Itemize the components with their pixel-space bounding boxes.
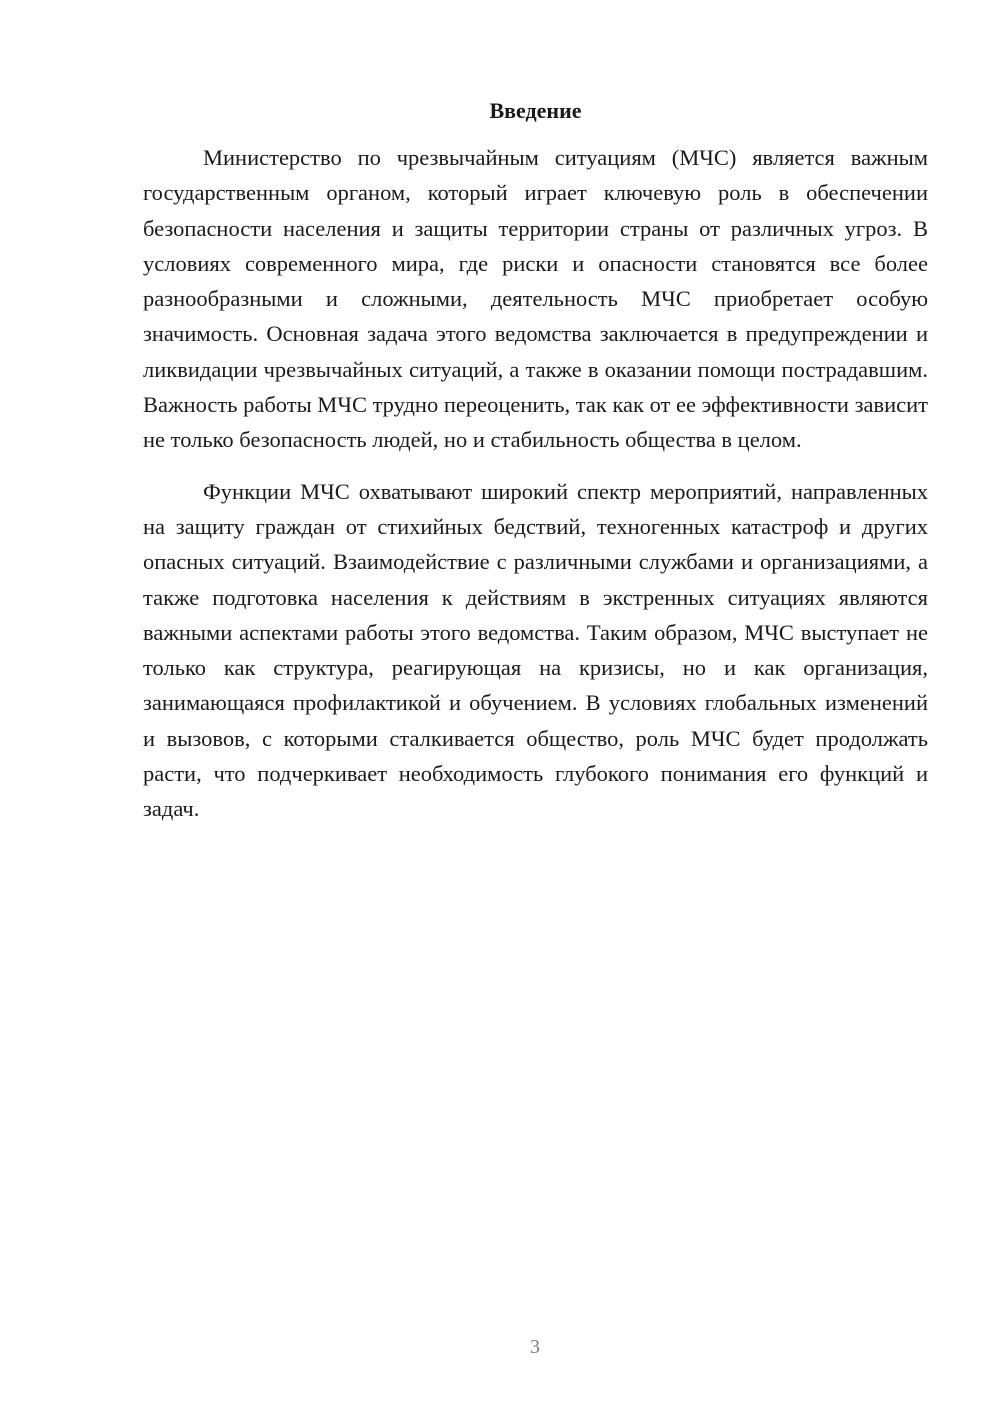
page-number: 3	[530, 1336, 540, 1358]
paragraph-functions: Функции МЧС охватывают широкий спектр мероприятий, направленных на защиту граждан от стихийных бедствий, техногенных катастроф и других опасных ситуаций. Взаимодействие с различными службами и организациями, а также подготовка населения к действиям в экстренных ситуациях являются важными аспектами работы этого ведомства. Таким образом, МЧС выступает не только как структура, реагирующая на кризисы, но и как организация, занимающаяся профилактикой и обучением. В условиях глобальных изменений и вызовов, с которыми сталкивается общество, роль МЧС будет продолжать расти, что подчеркивает необходимость глубокого понимания его функций и задач.	[143, 478, 928, 822]
paragraph-intro: Министерство по чрезвычайным ситуациям (МЧС) является важным государственным органом, который играет ключевую роль в обеспечении безопасности населения и защиты территории страны от различных угроз. В условиях современного мира, где риски и опасности становятся все более разнообразными и сложными, деятельность МЧС приобретает особую значимость. Основная задача этого ведомства заключается в предупреждении и ликвидации чрезвычайных ситуаций, а также в оказании помощи пострадавшим. Важность работы МЧС трудно переоценить, так как от ее эффективности зависит не только безопасность людей, но и стабильность общества в целом.	[143, 145, 928, 453]
section-heading: Введение	[489, 98, 582, 123]
body-text	[143, 140, 928, 827]
